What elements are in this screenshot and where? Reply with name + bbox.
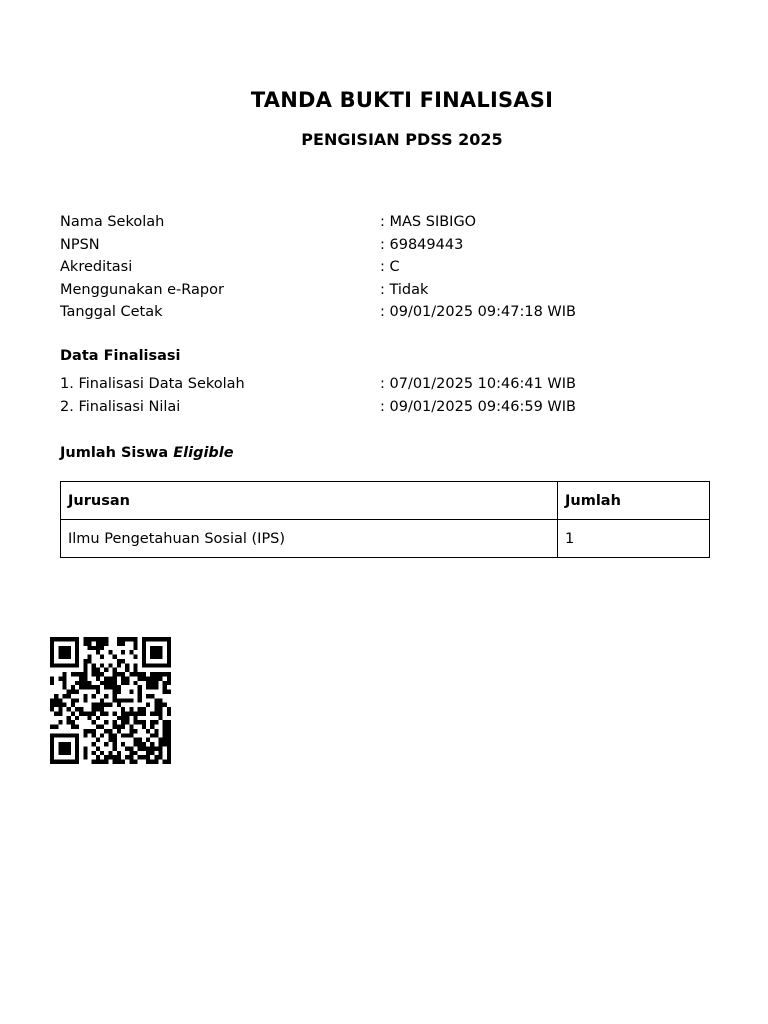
- info-value: : C: [380, 259, 400, 276]
- info-row-akreditasi: [60, 256, 720, 279]
- info-value: : Tidak: [380, 281, 429, 298]
- eligible-title: [60, 445, 234, 461]
- eligible-table: [60, 481, 710, 558]
- cell-jurusan: Ilmu Pengetahuan Sosial (IPS): [61, 520, 558, 558]
- qr-code-icon: [50, 637, 171, 764]
- finalisasi-value: : 07/01/2025 10:46:41 WIB: [380, 376, 576, 393]
- column-header-jumlah: Jumlah: [558, 482, 710, 520]
- finalisasi-row-data-sekolah: [60, 373, 720, 396]
- info-row-e-rapor: [60, 279, 720, 302]
- finalisasi-row-nilai: [60, 396, 720, 419]
- info-row-npsn: [60, 234, 720, 257]
- info-row-nama-sekolah: [60, 211, 720, 234]
- info-label: NPSN: [60, 236, 100, 253]
- school-info: [60, 211, 720, 324]
- finalisasi-label: 2. Finalisasi Nilai: [60, 398, 181, 415]
- finalisasi-title: Data Finalisasi: [60, 348, 181, 364]
- info-label: Nama Sekolah: [60, 214, 165, 231]
- finalisasi-list: [60, 373, 720, 418]
- finalisasi-value: : 09/01/2025 09:46:59 WIB: [380, 398, 576, 415]
- column-header-jurusan: Jurusan: [61, 482, 558, 520]
- document-title: TANDA BUKTI FINALISASI: [250, 88, 554, 112]
- info-value: : MAS SIBIGO: [380, 214, 477, 231]
- document-subtitle: PENGISIAN PDSS 2025: [301, 130, 503, 149]
- info-label: Akreditasi: [60, 259, 133, 276]
- table-header-row: [61, 482, 710, 520]
- eligible-title-prefix: Jumlah Siswa: [60, 445, 174, 461]
- finalisasi-label: 1. Finalisasi Data Sekolah: [60, 376, 245, 393]
- info-value: : 69849443: [380, 236, 464, 253]
- info-row-tanggal-cetak: [60, 301, 720, 324]
- info-label: Menggunakan e-Rapor: [60, 281, 224, 298]
- eligible-title-emphasis: Eligible: [173, 445, 234, 461]
- table-row: [61, 520, 710, 558]
- info-value: : 09/01/2025 09:47:18 WIB: [380, 304, 576, 321]
- cell-jumlah: 1: [558, 520, 710, 558]
- info-label: Tanggal Cetak: [60, 304, 163, 321]
